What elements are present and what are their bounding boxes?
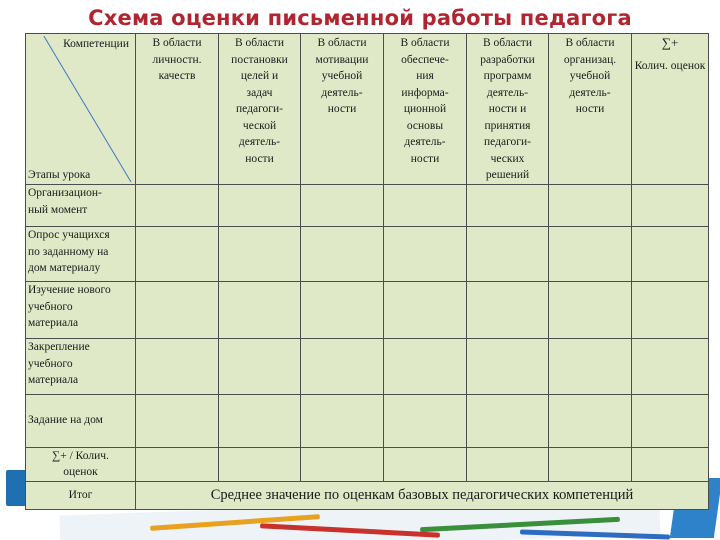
- table-row: [26, 227, 709, 282]
- score-cell[interactable]: [549, 185, 632, 227]
- score-cell[interactable]: [467, 282, 549, 339]
- column-header-program-development: [467, 34, 549, 185]
- row-label-line: ный момент: [28, 203, 88, 216]
- total-row: [26, 481, 709, 509]
- score-cell[interactable]: [549, 339, 632, 394]
- page-title: Схема оценки письменной работы педагога: [88, 6, 632, 30]
- diagonal-line: [26, 34, 135, 184]
- score-cell[interactable]: [384, 282, 467, 339]
- score-cell[interactable]: [632, 394, 709, 447]
- column-header-goal-setting: [219, 34, 301, 185]
- total-row-label: Итог: [26, 481, 136, 509]
- header-row: [26, 34, 709, 185]
- row-label-line: учебного: [28, 357, 73, 370]
- column-header-line: постановки: [231, 53, 288, 66]
- column-header-line: учебной: [569, 70, 611, 82]
- row-label: [26, 227, 136, 282]
- column-header-line: деятель-: [486, 86, 529, 99]
- column-header-line: педагоги-: [236, 103, 283, 115]
- row-label: [26, 339, 136, 394]
- column-header-line: качеств: [158, 70, 196, 82]
- column-header-line: деятель-: [238, 136, 281, 148]
- column-header-line: ния: [416, 70, 434, 82]
- row-label-line: Закрепление: [28, 341, 90, 354]
- table-body: [26, 185, 709, 510]
- score-cell[interactable]: [632, 227, 709, 282]
- column-header-line: ности: [327, 103, 357, 115]
- competencies-label: Компетенции: [63, 38, 129, 50]
- assessment-table: [25, 33, 709, 510]
- table-row: [26, 282, 709, 339]
- score-cell[interactable]: [632, 282, 709, 339]
- row-label-line: учебного: [28, 300, 73, 313]
- column-header-line: деятель-: [569, 86, 611, 99]
- column-header-line: ческой: [242, 119, 277, 132]
- sum-cell[interactable]: [632, 447, 709, 481]
- score-cell[interactable]: [301, 185, 384, 227]
- row-label-line: дом материалу: [28, 262, 101, 275]
- row-label-line: материала: [28, 317, 79, 330]
- column-header-line: обеспече-: [401, 53, 449, 66]
- score-cell[interactable]: [219, 227, 301, 282]
- sum-row-label: [26, 447, 136, 481]
- score-cell[interactable]: [467, 339, 549, 394]
- row-label: [26, 282, 136, 339]
- column-header-line: принятия: [484, 119, 531, 132]
- column-header-line: мотивации: [315, 53, 369, 66]
- score-cell[interactable]: [632, 185, 709, 227]
- score-cell[interactable]: [467, 185, 549, 227]
- column-header-line: деятель-: [321, 86, 363, 99]
- sum-column-label: Колич. оценок: [634, 59, 706, 72]
- score-cell[interactable]: [384, 185, 467, 227]
- sum-cell[interactable]: [549, 447, 632, 481]
- score-cell[interactable]: [301, 394, 384, 447]
- sum-row: [26, 447, 709, 481]
- column-header-line: ности: [410, 152, 440, 165]
- column-header-line: задач: [246, 86, 273, 99]
- score-cell[interactable]: [219, 282, 301, 339]
- score-cell[interactable]: [136, 394, 219, 447]
- score-cell[interactable]: [467, 394, 549, 447]
- column-header-line: целей и: [240, 70, 279, 82]
- score-cell[interactable]: [549, 282, 632, 339]
- score-cell[interactable]: [384, 394, 467, 447]
- table-row: [26, 339, 709, 394]
- column-header-line: деятель-: [404, 136, 446, 148]
- column-header-line: В области: [483, 37, 532, 49]
- column-header-personal-qualities: [136, 34, 219, 185]
- score-cell[interactable]: [384, 227, 467, 282]
- column-header-line: В области: [565, 37, 615, 49]
- score-cell[interactable]: [301, 227, 384, 282]
- column-header-line: основы: [406, 119, 444, 132]
- sum-cell[interactable]: [219, 447, 301, 481]
- row-label: [26, 394, 136, 447]
- row-label: [26, 185, 136, 227]
- row-label-line: оценок: [63, 466, 98, 479]
- column-header-line: ционной: [403, 103, 447, 115]
- sum-symbol: ∑+: [661, 35, 679, 50]
- column-header-line: разработки: [480, 53, 535, 66]
- column-header-line: В области: [235, 37, 284, 49]
- column-header-line: ческих: [490, 152, 525, 165]
- score-cell[interactable]: [384, 339, 467, 394]
- score-cell[interactable]: [549, 394, 632, 447]
- score-cell[interactable]: [219, 339, 301, 394]
- column-header-line: В области: [400, 37, 450, 49]
- sum-cell[interactable]: [467, 447, 549, 481]
- score-cell[interactable]: [219, 185, 301, 227]
- score-cell[interactable]: [136, 339, 219, 394]
- corner-cell: [26, 34, 136, 185]
- column-header-line: ности: [245, 152, 274, 165]
- lesson-stages-label: Этапы урока: [28, 168, 91, 181]
- column-header-line: личностн.: [152, 53, 202, 66]
- table-row: [26, 185, 709, 227]
- row-label-line: Изучение нового: [28, 284, 111, 297]
- column-header-line: учебной: [321, 70, 363, 82]
- column-header-line: педагоги-: [484, 136, 531, 148]
- column-header-sum: [632, 34, 709, 185]
- column-header-line: ности и: [488, 103, 527, 115]
- column-header-line: В области: [152, 37, 202, 49]
- score-cell[interactable]: [136, 282, 219, 339]
- score-cell[interactable]: [549, 227, 632, 282]
- score-cell[interactable]: [467, 227, 549, 282]
- column-header-line: программ: [483, 70, 532, 82]
- column-header-organization: [549, 34, 632, 185]
- score-cell[interactable]: [136, 185, 219, 227]
- column-header-line: решений: [485, 169, 530, 181]
- column-header-line: организац.: [563, 53, 617, 66]
- sum-cell[interactable]: [136, 447, 219, 481]
- total-summary-text: Среднее значение по оценкам базовых педагогических компетенций: [136, 481, 709, 509]
- score-cell[interactable]: [301, 339, 384, 394]
- row-label-line: Опрос учащихся: [28, 229, 110, 242]
- column-header-line: ности: [575, 103, 605, 115]
- row-label-line: Задание на дом: [28, 414, 103, 427]
- sum-cell[interactable]: [301, 447, 384, 481]
- sum-cell[interactable]: [384, 447, 467, 481]
- score-cell[interactable]: [136, 227, 219, 282]
- column-header-line: информа-: [401, 86, 449, 99]
- row-label-line: по заданному на: [28, 245, 109, 258]
- row-label-line: Организацион-: [28, 187, 102, 199]
- score-cell[interactable]: [301, 282, 384, 339]
- row-label-line: материала: [28, 374, 79, 387]
- column-header-line: В области: [317, 37, 367, 49]
- column-header-information-basis: [384, 34, 467, 185]
- score-cell[interactable]: [219, 394, 301, 447]
- row-label-line: ∑+ / Колич.: [52, 449, 109, 462]
- column-header-motivation: [301, 34, 384, 185]
- table-row: [26, 394, 709, 447]
- score-cell[interactable]: [632, 339, 709, 394]
